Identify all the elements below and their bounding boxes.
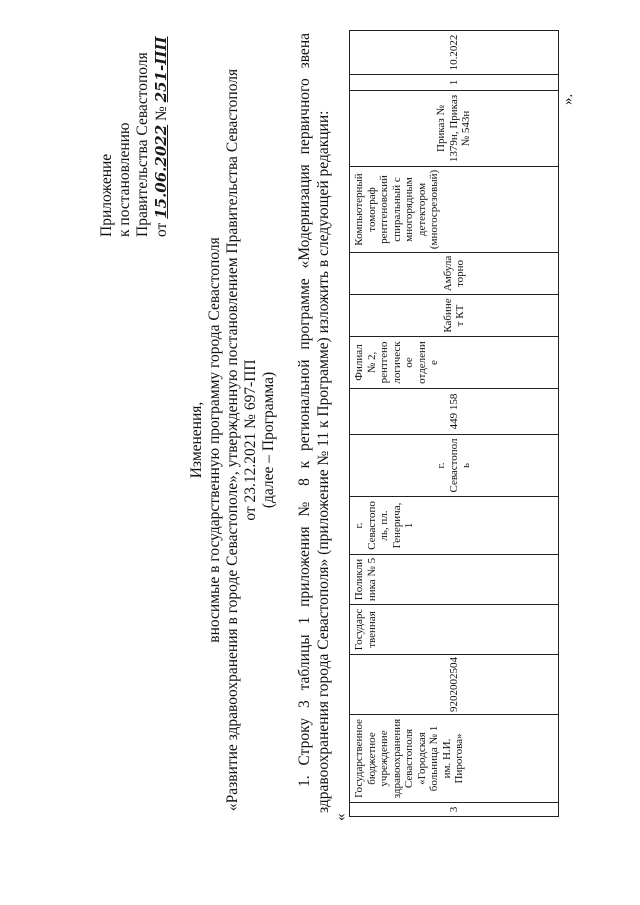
title-line-5: (далее – Программа) xyxy=(260,371,277,509)
cell-institution: Государственное бюджетное учреждение здравоохранения Севастополя «Городская больница № 1 им. Н.И. Пирогова» xyxy=(350,715,559,803)
date-prefix: от xyxy=(153,222,170,237)
number-prefix: № xyxy=(153,106,170,121)
cell-department: Филиал № 2, рентгенологическое отделение xyxy=(350,337,559,389)
cell-inn: 9202002504 xyxy=(350,655,559,715)
title-line-4: от 23.12.2021 № 697-ПП xyxy=(242,359,259,521)
appendix-line-1: Приложение xyxy=(98,153,115,237)
table-row xyxy=(350,31,559,817)
amendment-paragraph xyxy=(296,33,333,813)
cell-ownership: Государственная xyxy=(350,605,559,655)
handwritten-date: 15.06.2022 xyxy=(152,124,170,219)
cell-row-number: 3 xyxy=(350,803,559,817)
amended-table-row xyxy=(349,30,559,817)
title-line-1: Изменения, xyxy=(188,401,205,479)
cell-care-condition: Амбулаторно xyxy=(350,253,559,295)
appendix-date-line xyxy=(152,27,171,237)
cell-address: г. Севастополь, пл. Генерича, 1 xyxy=(350,497,559,555)
closing-quote: ». xyxy=(560,93,576,105)
appendix-line-2: к постановлению xyxy=(116,122,133,237)
cell-orders: Приказ № 1379н, Приказ № 543н xyxy=(350,91,559,167)
appendix-block xyxy=(98,27,171,237)
cell-quantity: 1 xyxy=(350,75,559,91)
cell-settlement: г. Севастополь xyxy=(350,435,559,497)
paragraph-line-1: 1. Строку 3 таблицы 1 приложения № 8 к региональной программе «Модернизация первичного звена xyxy=(296,33,313,787)
title-line-2: вносимые в государственную программу города Севастополя xyxy=(206,237,223,643)
document-title xyxy=(188,68,278,812)
opening-quote: « xyxy=(333,813,349,821)
handwritten-number: 251-ПП xyxy=(152,36,170,103)
cell-deadline: 10.2022 xyxy=(350,31,559,75)
cell-equipment: Компьютерный томограф рентгеновский спиральный с многорядным детектором (многосрезовый) xyxy=(350,167,559,253)
cell-population: 449 158 xyxy=(350,389,559,435)
paragraph-line-2: здравоохранения города Севастополя» (приложение № 11 к Программе) изложить в следующей редакции: xyxy=(314,110,332,813)
title-line-3: «Развитие здравоохранения в городе Севастополе», утвержденную постановлением Правительства Севастополя xyxy=(224,68,241,812)
cell-facility: Поликлиника № 5 xyxy=(350,555,559,605)
cell-room: Кабинет КТ xyxy=(350,295,559,337)
appendix-line-3: Правительства Севастополя xyxy=(134,52,151,237)
